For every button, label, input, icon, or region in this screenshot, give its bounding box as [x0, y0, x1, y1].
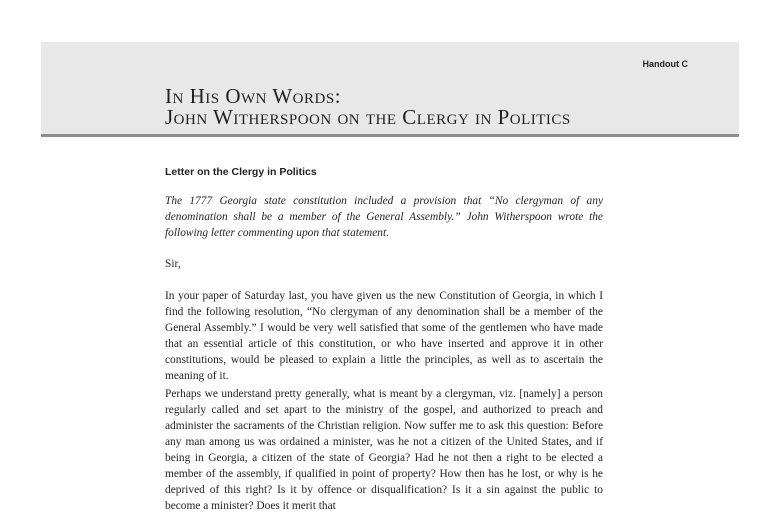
intro-paragraph: [165, 193, 603, 241]
page-title: [165, 86, 571, 128]
letter-paragraph-1: [165, 288, 603, 384]
salutation-text: Sir,: [165, 258, 181, 270]
page-title-line-1: In His Own Words:: [165, 84, 342, 108]
page-title-line-2: John Witherspoon on the Clergy in Politics: [165, 105, 571, 129]
header-divider: [41, 134, 739, 137]
intro-text: The 1777 Georgia state constitution included a provision that “No clergyman of any denomination shall be a member of the General Assembly.” John Witherspoon wrote the following letter commenting upon that statement.: [165, 195, 603, 239]
section-heading: Letter on the Clergy in Politics: [165, 166, 317, 178]
paragraph-1-text: In your paper of Saturday last, you have given us the new Constitution of Georgia, in which I find the following resolution, “No clergyman of any denomination shall be a member of the General Assembly.” I would be very well satisfied that some of the gentlemen who have made that an essential article of this constitution, or who have inserted and approve it in other constitutions, would be pleased to explain a little the principles, as well as to ascertain the meaning of it.: [165, 290, 603, 382]
salutation: [165, 256, 603, 272]
handout-label: Handout C: [642, 59, 688, 69]
paragraph-2-text: Perhaps we understand pretty generally, what is meant by a clergyman, viz. [namely] a person regularly called and set apart to the ministry of the gospel, and authorized to preach and administer the sacraments of the Christian religion. Now suffer me to ask this question: Before any man among us was ordained a minister, was he not a citizen of the United States, and if being in Georgia, a citizen of the state of Georgia? Had he not then a right to be elected a member of the assembly, if qualified in point of property? How then has he lost, or why is he deprived of this right? Is it by offence or disqualification? Is it a sin against the public to become a minister? Does it merit that: [165, 388, 603, 512]
letter-paragraph-2: [165, 386, 603, 514]
